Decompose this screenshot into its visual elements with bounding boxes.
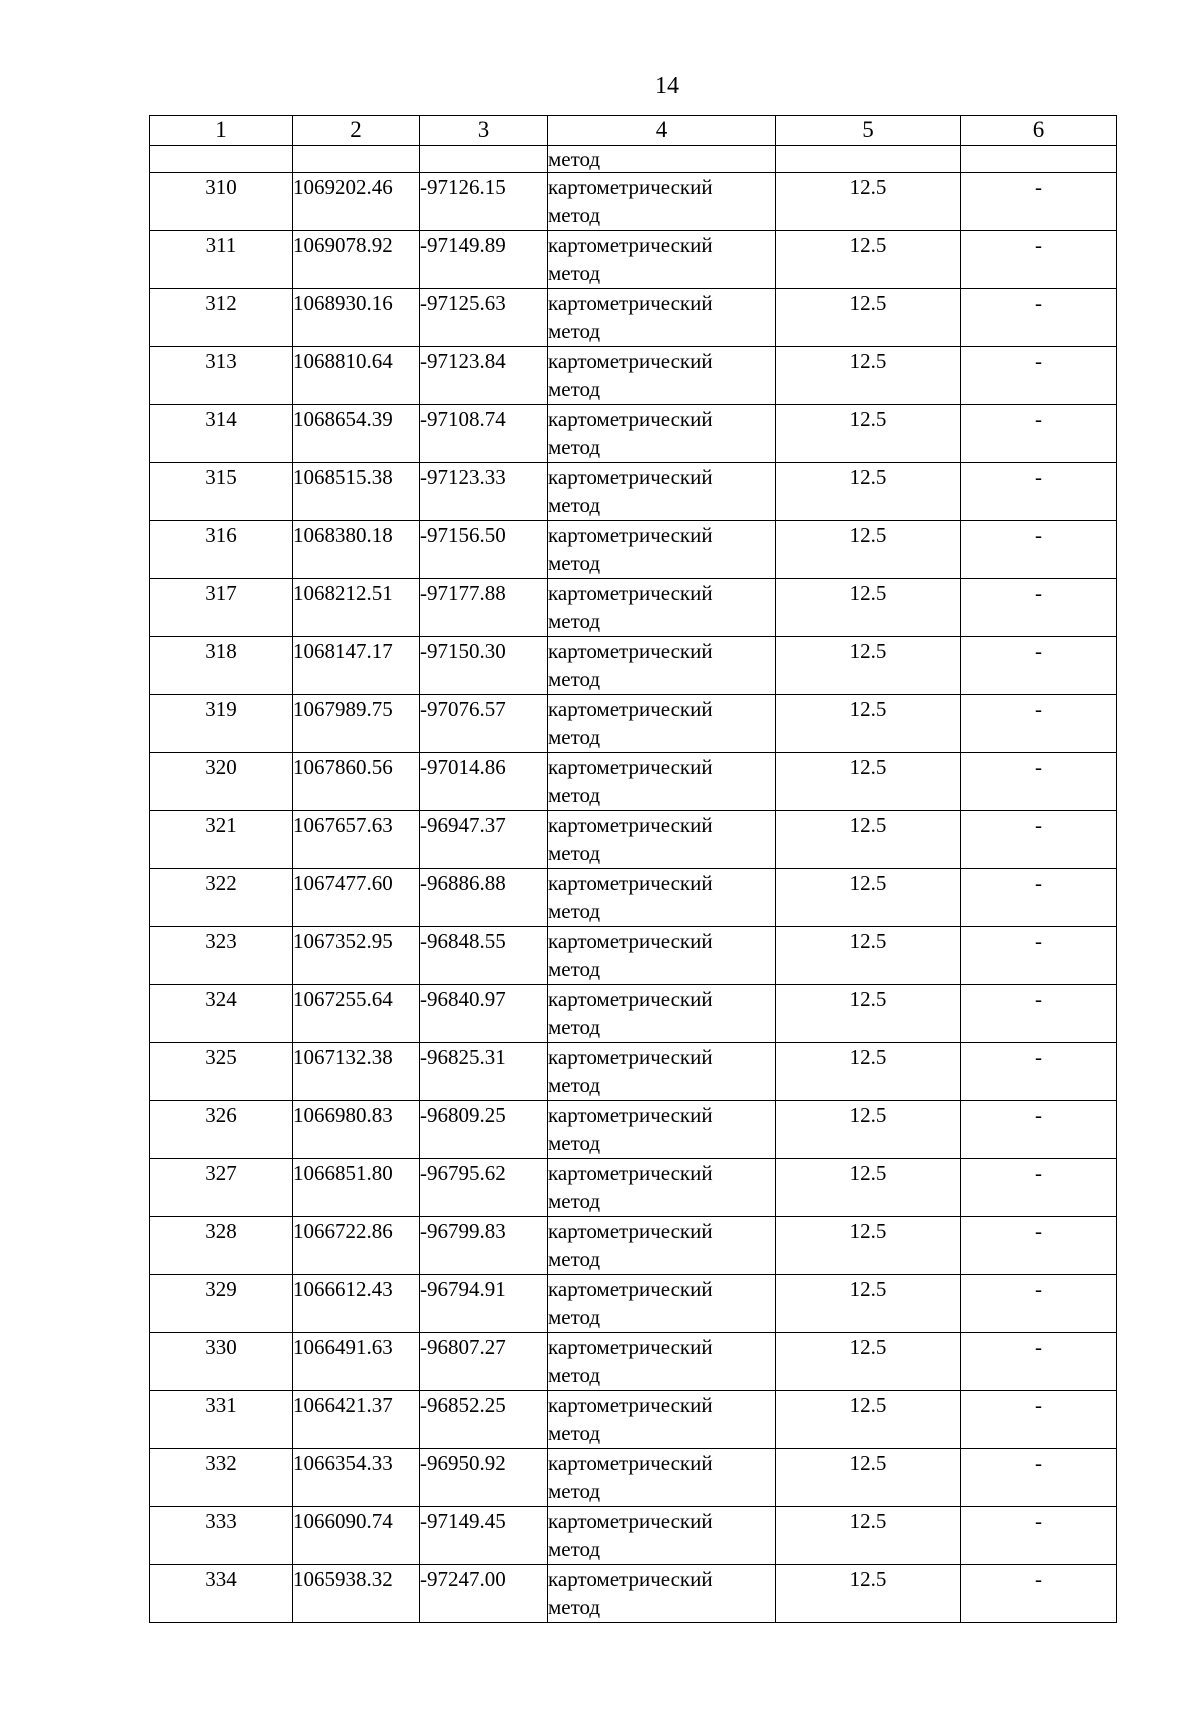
method-cell [548, 1565, 776, 1623]
method-line-1: картометрический [548, 233, 713, 257]
y-coordinate-cell: -96807.27 [420, 1333, 548, 1391]
point-number-cell: 324 [150, 985, 293, 1043]
description-cell: - [961, 1101, 1117, 1159]
x-coordinate-cell: 1067477.60 [293, 869, 420, 927]
x-coordinate-cell: 1068515.38 [293, 463, 420, 521]
x-coordinate-cell: 1069202.46 [293, 173, 420, 231]
method-cell [548, 289, 776, 347]
x-coordinate-cell: 1067989.75 [293, 695, 420, 753]
accuracy-cell: 12.5 [776, 347, 961, 405]
description-cell: - [961, 231, 1117, 289]
point-number-cell: 321 [150, 811, 293, 869]
x-coordinate-cell: 1067352.95 [293, 927, 420, 985]
method-line-2: метод [548, 725, 601, 749]
method-line-1: картометрический [548, 987, 713, 1011]
x-coordinate-cell: 1067132.38 [293, 1043, 420, 1101]
point-number-cell: 319 [150, 695, 293, 753]
accuracy-cell: 12.5 [776, 1565, 961, 1623]
y-coordinate-cell: -96950.92 [420, 1449, 548, 1507]
y-coordinate-cell: -97126.15 [420, 173, 548, 231]
description-cell: - [961, 869, 1117, 927]
method-line-1: картометрический [548, 523, 713, 547]
table-row [150, 405, 1117, 463]
x-coordinate-cell: 1068930.16 [293, 289, 420, 347]
method-cell [548, 1217, 776, 1275]
accuracy-cell: 12.5 [776, 1507, 961, 1565]
method-cell [548, 521, 776, 579]
empty-cell [293, 146, 420, 173]
method-line-1: картометрический [548, 175, 713, 199]
method-cell [548, 753, 776, 811]
empty-cell [776, 146, 961, 173]
table-row [150, 1507, 1117, 1565]
description-cell: - [961, 405, 1117, 463]
method-cell [548, 637, 776, 695]
method-cell [548, 927, 776, 985]
x-coordinate-cell: 1065938.32 [293, 1565, 420, 1623]
method-line-2: метод [548, 261, 601, 285]
table-row [150, 173, 1117, 231]
table-row [150, 1275, 1117, 1333]
x-coordinate-cell: 1066851.80 [293, 1159, 420, 1217]
accuracy-cell: 12.5 [776, 579, 961, 637]
accuracy-cell: 12.5 [776, 1275, 961, 1333]
description-cell: - [961, 579, 1117, 637]
method-line-2: метод [548, 319, 601, 343]
method-line-1: картометрический [548, 581, 713, 605]
accuracy-cell: 12.5 [776, 1043, 961, 1101]
method-cell [548, 1507, 776, 1565]
y-coordinate-cell: -96840.97 [420, 985, 548, 1043]
accuracy-cell: 12.5 [776, 753, 961, 811]
y-coordinate-cell: -97247.00 [420, 1565, 548, 1623]
method-line-2: метод [548, 783, 601, 807]
description-cell: - [961, 1507, 1117, 1565]
point-number-cell: 328 [150, 1217, 293, 1275]
y-coordinate-cell: -97123.84 [420, 347, 548, 405]
x-coordinate-cell: 1068212.51 [293, 579, 420, 637]
description-cell: - [961, 289, 1117, 347]
method-line-1: картометрический [548, 1567, 713, 1591]
description-cell: - [961, 753, 1117, 811]
method-cell [548, 811, 776, 869]
point-number-cell: 312 [150, 289, 293, 347]
method-cell [548, 579, 776, 637]
x-coordinate-cell: 1068380.18 [293, 521, 420, 579]
accuracy-cell: 12.5 [776, 811, 961, 869]
method-line-2: метод [548, 1479, 601, 1503]
method-line-1: картометрический [548, 1451, 713, 1475]
description-cell: - [961, 347, 1117, 405]
x-coordinate-cell: 1067860.56 [293, 753, 420, 811]
accuracy-cell: 12.5 [776, 521, 961, 579]
point-number-cell: 329 [150, 1275, 293, 1333]
point-number-cell: 316 [150, 521, 293, 579]
continuation-row [150, 146, 1117, 173]
table-row [150, 289, 1117, 347]
method-cell [548, 1449, 776, 1507]
x-coordinate-cell: 1066354.33 [293, 1449, 420, 1507]
method-cell [548, 695, 776, 753]
method-line-1: картометрический [548, 755, 713, 779]
x-coordinate-cell: 1066090.74 [293, 1507, 420, 1565]
description-cell: - [961, 463, 1117, 521]
method-line-1: картометрический [548, 639, 713, 663]
method-line-2: метод [548, 203, 601, 227]
method-cell [548, 1043, 776, 1101]
point-number-cell: 314 [150, 405, 293, 463]
y-coordinate-cell: -97149.89 [420, 231, 548, 289]
y-coordinate-cell: -96947.37 [420, 811, 548, 869]
method-line-2: метод [548, 1247, 601, 1271]
method-line-2: метод [548, 1073, 601, 1097]
method-line-2: метод [548, 667, 601, 691]
method-line-1: картометрический [548, 1161, 713, 1185]
x-coordinate-cell: 1066421.37 [293, 1391, 420, 1449]
method-line-2: метод [548, 1131, 601, 1155]
method-line-2: метод [548, 957, 601, 981]
point-number-cell: 333 [150, 1507, 293, 1565]
empty-cell [150, 146, 293, 173]
method-cell [548, 1391, 776, 1449]
method-line-2: метод [548, 1189, 601, 1213]
method-line-2: метод [548, 1595, 601, 1619]
table-row [150, 985, 1117, 1043]
method-cell [548, 173, 776, 231]
description-cell: - [961, 521, 1117, 579]
column-header: 6 [961, 116, 1117, 146]
y-coordinate-cell: -97014.86 [420, 753, 548, 811]
column-header: 2 [293, 116, 420, 146]
point-number-cell: 322 [150, 869, 293, 927]
accuracy-cell: 12.5 [776, 695, 961, 753]
point-number-cell: 323 [150, 927, 293, 985]
point-number-cell: 311 [150, 231, 293, 289]
y-coordinate-cell: -97156.50 [420, 521, 548, 579]
y-coordinate-cell: -97177.88 [420, 579, 548, 637]
method-line-1: картометрический [548, 1277, 713, 1301]
table-header-row [150, 116, 1117, 146]
coordinates-table [149, 115, 1117, 1623]
y-coordinate-cell: -97123.33 [420, 463, 548, 521]
x-coordinate-cell: 1068654.39 [293, 405, 420, 463]
description-cell: - [961, 695, 1117, 753]
description-cell: - [961, 1217, 1117, 1275]
accuracy-cell: 12.5 [776, 1159, 961, 1217]
x-coordinate-cell: 1066722.86 [293, 1217, 420, 1275]
method-line-1: картометрический [548, 697, 713, 721]
table-row [150, 869, 1117, 927]
y-coordinate-cell: -96825.31 [420, 1043, 548, 1101]
x-coordinate-cell: 1066612.43 [293, 1275, 420, 1333]
accuracy-cell: 12.5 [776, 463, 961, 521]
method-line-2: метод [548, 1305, 601, 1329]
method-cell [548, 1101, 776, 1159]
method-line-1: картометрический [548, 1103, 713, 1127]
point-number-cell: 325 [150, 1043, 293, 1101]
y-coordinate-cell: -96852.25 [420, 1391, 548, 1449]
method-cell [548, 231, 776, 289]
y-coordinate-cell: -96795.62 [420, 1159, 548, 1217]
x-coordinate-cell: 1066491.63 [293, 1333, 420, 1391]
y-coordinate-cell: -97150.30 [420, 637, 548, 695]
method-cell [548, 405, 776, 463]
table-row [150, 579, 1117, 637]
x-coordinate-cell: 1068810.64 [293, 347, 420, 405]
table-row [150, 463, 1117, 521]
x-coordinate-cell: 1067657.63 [293, 811, 420, 869]
table-row [150, 521, 1117, 579]
point-number-cell: 320 [150, 753, 293, 811]
column-header: 3 [420, 116, 548, 146]
method-line-1: картометрический [548, 1335, 713, 1359]
column-header: 5 [776, 116, 961, 146]
method-line-2: метод [548, 435, 601, 459]
description-cell: - [961, 1159, 1117, 1217]
accuracy-cell: 12.5 [776, 289, 961, 347]
y-coordinate-cell: -96799.83 [420, 1217, 548, 1275]
method-line-2: метод [548, 841, 601, 865]
accuracy-cell: 12.5 [776, 637, 961, 695]
method-line-1: картометрический [548, 465, 713, 489]
method-cell [548, 869, 776, 927]
table-row [150, 1333, 1117, 1391]
table-row [150, 231, 1117, 289]
description-cell: - [961, 1391, 1117, 1449]
point-number-cell: 310 [150, 173, 293, 231]
y-coordinate-cell: -96809.25 [420, 1101, 548, 1159]
method-line-2: метод [548, 377, 601, 401]
table-row [150, 637, 1117, 695]
description-cell: - [961, 1275, 1117, 1333]
empty-cell [420, 146, 548, 173]
description-cell: - [961, 927, 1117, 985]
method-cell [548, 1333, 776, 1391]
point-number-cell: 315 [150, 463, 293, 521]
accuracy-cell: 12.5 [776, 405, 961, 463]
accuracy-cell: 12.5 [776, 927, 961, 985]
method-line-1: картометрический [548, 407, 713, 431]
table-row [150, 1101, 1117, 1159]
accuracy-cell: 12.5 [776, 1391, 961, 1449]
method-line-2: метод [548, 1537, 601, 1561]
x-coordinate-cell: 1067255.64 [293, 985, 420, 1043]
table-row [150, 695, 1117, 753]
y-coordinate-cell: -97149.45 [420, 1507, 548, 1565]
method-cell [548, 463, 776, 521]
method-line-1: картометрический [548, 1045, 713, 1069]
description-cell: - [961, 173, 1117, 231]
method-line-2: метод [548, 899, 601, 923]
table-row [150, 1565, 1117, 1623]
method-line-2: метод [548, 493, 601, 517]
point-number-cell: 318 [150, 637, 293, 695]
accuracy-cell: 12.5 [776, 869, 961, 927]
empty-cell [961, 146, 1117, 173]
y-coordinate-cell: -97076.57 [420, 695, 548, 753]
table-row [150, 811, 1117, 869]
column-header: 4 [548, 116, 776, 146]
table-row [150, 1159, 1117, 1217]
table-row [150, 753, 1117, 811]
description-cell: - [961, 637, 1117, 695]
accuracy-cell: 12.5 [776, 1101, 961, 1159]
accuracy-cell: 12.5 [776, 1217, 961, 1275]
point-number-cell: 331 [150, 1391, 293, 1449]
description-cell: - [961, 811, 1117, 869]
description-cell: - [961, 985, 1117, 1043]
accuracy-cell: 12.5 [776, 173, 961, 231]
method-line-1: картометрический [548, 871, 713, 895]
x-coordinate-cell: 1066980.83 [293, 1101, 420, 1159]
x-coordinate-cell: 1068147.17 [293, 637, 420, 695]
description-cell: - [961, 1565, 1117, 1623]
method-cell [548, 1275, 776, 1333]
point-number-cell: 327 [150, 1159, 293, 1217]
continuation-method-cell: метод [548, 146, 776, 173]
description-cell: - [961, 1333, 1117, 1391]
method-line-2: метод [548, 609, 601, 633]
method-line-1: картометрический [548, 349, 713, 373]
accuracy-cell: 12.5 [776, 1333, 961, 1391]
method-line-1: картометрический [548, 291, 713, 315]
y-coordinate-cell: -96886.88 [420, 869, 548, 927]
point-number-cell: 317 [150, 579, 293, 637]
y-coordinate-cell: -97108.74 [420, 405, 548, 463]
method-cell [548, 985, 776, 1043]
accuracy-cell: 12.5 [776, 231, 961, 289]
method-line-2: метод [548, 1015, 601, 1039]
description-cell: - [961, 1449, 1117, 1507]
method-line-2: метод [548, 551, 601, 575]
y-coordinate-cell: -96794.91 [420, 1275, 548, 1333]
accuracy-cell: 12.5 [776, 985, 961, 1043]
table-row [150, 1043, 1117, 1101]
method-line-2: метод [548, 1363, 601, 1387]
point-number-cell: 330 [150, 1333, 293, 1391]
table-row [150, 1449, 1117, 1507]
method-cell [548, 1159, 776, 1217]
method-cell [548, 347, 776, 405]
y-coordinate-cell: -96848.55 [420, 927, 548, 985]
table-row [150, 1217, 1117, 1275]
method-line-1: картометрический [548, 813, 713, 837]
method-line-1: картометрический [548, 1393, 713, 1417]
description-cell: - [961, 1043, 1117, 1101]
method-line-2: метод [548, 1421, 601, 1445]
method-line-1: картометрический [548, 1219, 713, 1243]
page-number: 14 [655, 73, 679, 99]
point-number-cell: 334 [150, 1565, 293, 1623]
table-row [150, 347, 1117, 405]
table-row [150, 1391, 1117, 1449]
method-line-1: картометрический [548, 929, 713, 953]
y-coordinate-cell: -97125.63 [420, 289, 548, 347]
column-header: 1 [150, 116, 293, 146]
accuracy-cell: 12.5 [776, 1449, 961, 1507]
table-row [150, 927, 1117, 985]
point-number-cell: 326 [150, 1101, 293, 1159]
method-line-1: картометрический [548, 1509, 713, 1533]
x-coordinate-cell: 1069078.92 [293, 231, 420, 289]
point-number-cell: 313 [150, 347, 293, 405]
point-number-cell: 332 [150, 1449, 293, 1507]
